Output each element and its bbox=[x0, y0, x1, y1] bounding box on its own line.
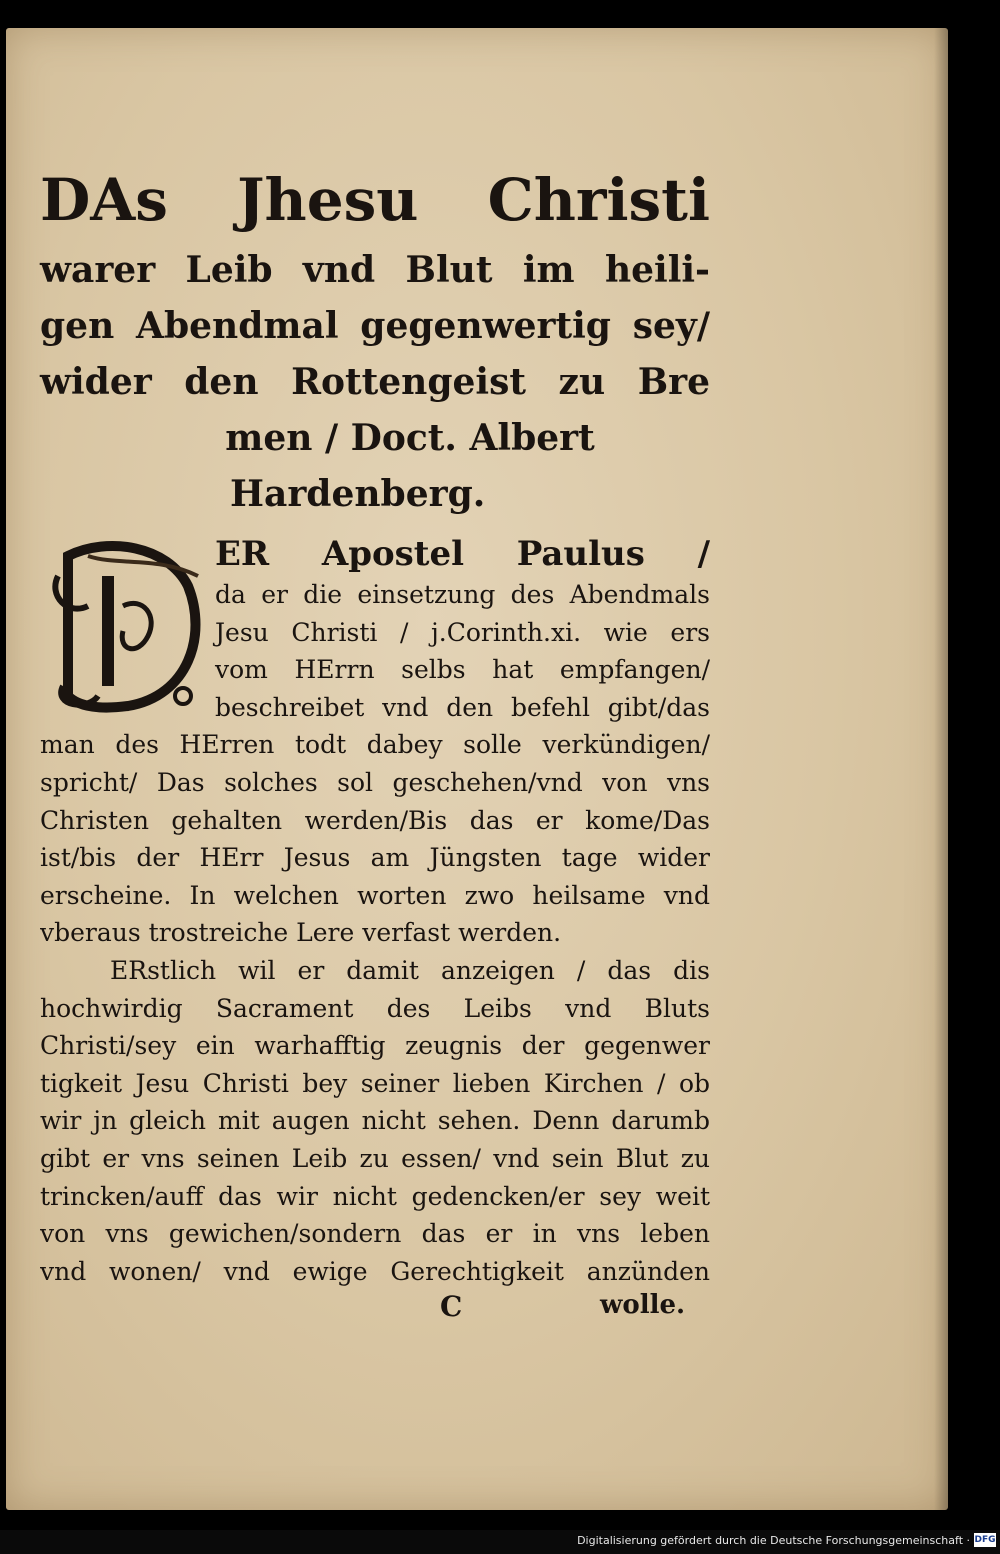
body-line: vnd wonen/ vnd ewige Gerechtigkeit anzünden bbox=[40, 1256, 710, 1286]
book-page bbox=[6, 28, 948, 1510]
body-line: ERstlich wil er damit anzeigen / das dis bbox=[110, 955, 710, 985]
signature-mark: C bbox=[440, 1290, 463, 1324]
catchword: wolle. bbox=[600, 1290, 686, 1321]
body-line: ist/bis der HErr Jesus am Jüngsten tage wider bbox=[40, 843, 710, 873]
body-text bbox=[40, 532, 710, 1330]
body-line: hochwirdig Sacrament des Leibs vnd Bluts bbox=[40, 993, 710, 1023]
page-footer bbox=[40, 1290, 710, 1330]
dfg-logo[interactable]: DFG bbox=[974, 1535, 996, 1545]
body-line: Jesu Christi / j.Corinth.xi. wie ers bbox=[215, 617, 710, 647]
title-line: gen Abendmal gegenwertig sey/ bbox=[40, 305, 710, 347]
funding-credit: Digitalisierung gefördert durch die Deutsche Forschungsgemeinschaft · bbox=[577, 1534, 970, 1547]
text-block bbox=[40, 158, 710, 1330]
body-line: trincken/auff das wir nicht gedencken/er sey weit bbox=[40, 1181, 710, 1211]
credit-bar bbox=[0, 1530, 1000, 1554]
body-line: vom HErrn selbs hat empfangen/ bbox=[215, 655, 710, 685]
body-line: ER Apostel Paulus / bbox=[215, 534, 710, 574]
title-line: warer Leib vnd Blut im heili- bbox=[40, 249, 710, 291]
body-line: spricht/ Das solches sol geschehen/vnd von vns bbox=[40, 767, 710, 797]
body-line: erscheine. In welchen worten zwo heilsame vnd bbox=[40, 880, 710, 910]
body-line: tigkeit Jesu Christi bey seiner lieben Kirchen / ob bbox=[40, 1068, 710, 1098]
body-line: wir jn gleich mit augen nicht sehen. Denn darumb bbox=[40, 1106, 710, 1136]
body-line: vberaus trostreiche Lere verfast werden. bbox=[40, 918, 562, 948]
body-line: Christen gehalten werden/Bis das er kome/Das bbox=[40, 805, 710, 835]
title-line: DAs Jhesu Christi bbox=[40, 166, 710, 234]
body-line: man des HErren todt dabey solle verkündigen/ bbox=[40, 730, 710, 760]
initial-ornament-icon bbox=[48, 536, 208, 714]
title-line: men / Doct. Albert bbox=[225, 417, 595, 459]
body-line: da er die einsetzung des Abendmals bbox=[215, 580, 710, 609]
decorated-initial-d bbox=[48, 536, 208, 714]
title-line: Hardenberg. bbox=[230, 473, 486, 515]
body-line: beschreibet vnd den befehl gibt/das bbox=[215, 692, 710, 722]
title-line: wider den Rottengeist zu Bre bbox=[40, 361, 710, 403]
page-title bbox=[40, 158, 710, 522]
body-line: von vns gewichen/sondern das er in vns leben bbox=[40, 1219, 710, 1249]
body-line: Christi/sey ein warhafftig zeugnis der gegenwer bbox=[40, 1031, 710, 1061]
body-line: gibt er vns seinen Leib zu essen/ vnd sein Blut zu bbox=[40, 1143, 710, 1173]
